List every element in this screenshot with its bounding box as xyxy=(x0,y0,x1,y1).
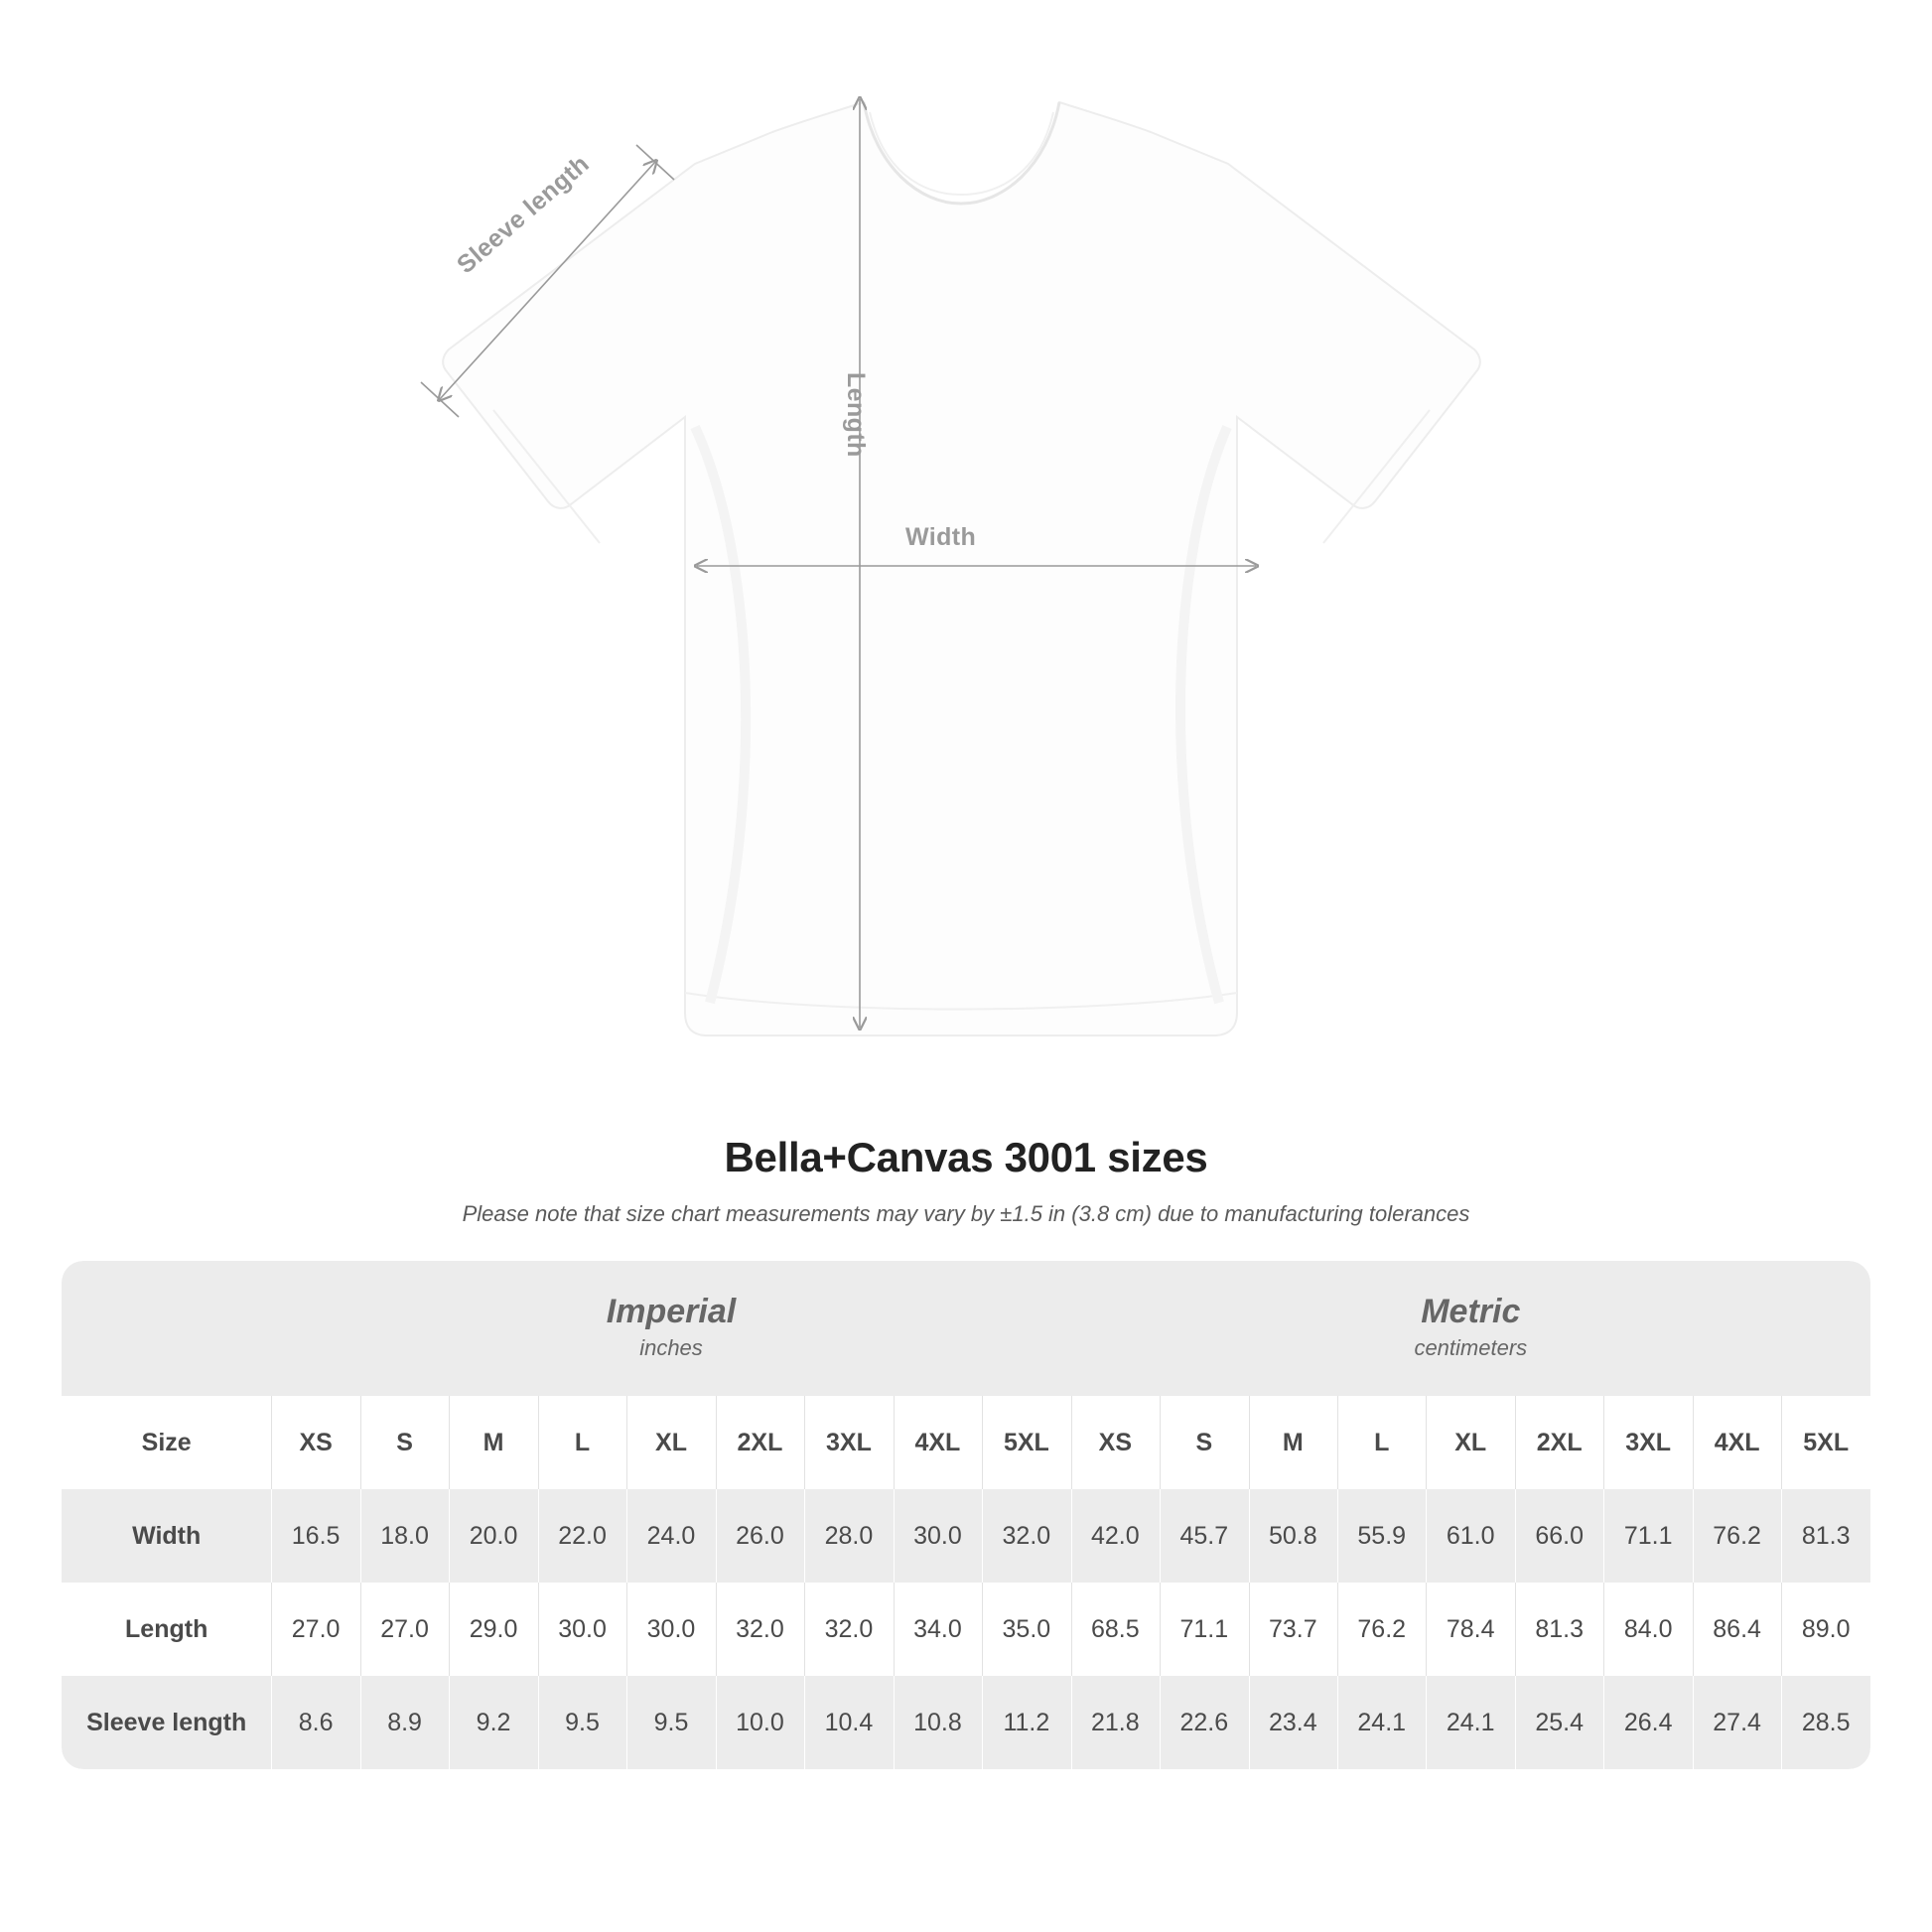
cell-length-metric-2xl: 81.3 xyxy=(1515,1583,1603,1676)
column-header-metric-5xl: 5XL xyxy=(1781,1396,1870,1489)
cell-sleeve-metric-xl: 24.1 xyxy=(1426,1676,1514,1769)
unit-header-blank xyxy=(62,1261,271,1396)
cell-sleeve-imperial-l: 9.5 xyxy=(538,1676,626,1769)
table-row xyxy=(62,1676,1870,1769)
cell-width-imperial-5xl: 32.0 xyxy=(982,1489,1070,1583)
cell-length-metric-4xl: 86.4 xyxy=(1693,1583,1781,1676)
cell-sleeve-imperial-xl: 9.5 xyxy=(626,1676,715,1769)
cell-length-metric-3xl: 84.0 xyxy=(1603,1583,1692,1676)
cell-width-imperial-l: 22.0 xyxy=(538,1489,626,1583)
unit-imperial-sub: inches xyxy=(639,1335,703,1361)
cell-width-metric-s: 45.7 xyxy=(1160,1489,1248,1583)
cell-length-metric-xs: 68.5 xyxy=(1071,1583,1160,1676)
column-header-imperial-3xl: 3XL xyxy=(804,1396,893,1489)
column-header-metric-2xl: 2XL xyxy=(1515,1396,1603,1489)
cell-sleeve-imperial-2xl: 10.0 xyxy=(716,1676,804,1769)
column-header-imperial-5xl: 5XL xyxy=(982,1396,1070,1489)
row-label-sleeve-length: Sleeve length xyxy=(62,1676,271,1769)
column-header-imperial-l: L xyxy=(538,1396,626,1489)
tshirt-shape xyxy=(443,102,1480,1035)
unit-header-metric xyxy=(1071,1261,1870,1396)
cell-sleeve-imperial-4xl: 10.8 xyxy=(894,1676,982,1769)
unit-metric-sub: centimeters xyxy=(1414,1335,1528,1361)
cell-length-imperial-m: 29.0 xyxy=(449,1583,537,1676)
cell-width-imperial-xl: 24.0 xyxy=(626,1489,715,1583)
cell-sleeve-metric-4xl: 27.4 xyxy=(1693,1676,1781,1769)
column-header-imperial-s: S xyxy=(360,1396,449,1489)
unit-header-row xyxy=(62,1261,1870,1396)
cell-width-imperial-xs: 16.5 xyxy=(271,1489,359,1583)
column-header-imperial-4xl: 4XL xyxy=(894,1396,982,1489)
cell-length-imperial-4xl: 34.0 xyxy=(894,1583,982,1676)
cell-width-metric-5xl: 81.3 xyxy=(1781,1489,1870,1583)
unit-metric-title: Metric xyxy=(1421,1292,1521,1330)
column-header-imperial-m: M xyxy=(449,1396,537,1489)
size-header-row xyxy=(62,1396,1870,1489)
cell-length-metric-s: 71.1 xyxy=(1160,1583,1248,1676)
tolerance-note: Please note that size chart measurements may vary by ±1.5 in (3.8 cm) due to manufacturing tolerances xyxy=(462,1201,1470,1226)
cell-length-metric-xl: 78.4 xyxy=(1426,1583,1514,1676)
column-header-metric-m: M xyxy=(1249,1396,1337,1489)
column-header-metric-3xl: 3XL xyxy=(1603,1396,1692,1489)
column-header-metric-4xl: 4XL xyxy=(1693,1396,1781,1489)
size-table-container xyxy=(62,1261,1870,1769)
table-row xyxy=(62,1489,1870,1583)
length-label: Length xyxy=(842,372,870,458)
cell-width-imperial-s: 18.0 xyxy=(360,1489,449,1583)
table-row xyxy=(62,1583,1870,1676)
cell-length-imperial-5xl: 35.0 xyxy=(982,1583,1070,1676)
column-header-size: Size xyxy=(62,1396,271,1489)
sleeve-length-label: Sleeve length xyxy=(452,149,595,280)
cell-sleeve-imperial-s: 8.9 xyxy=(360,1676,449,1769)
cell-sleeve-metric-m: 23.4 xyxy=(1249,1676,1337,1769)
cell-sleeve-metric-3xl: 26.4 xyxy=(1603,1676,1692,1769)
column-header-metric-s: S xyxy=(1160,1396,1248,1489)
cell-length-imperial-l: 30.0 xyxy=(538,1583,626,1676)
cell-sleeve-metric-l: 24.1 xyxy=(1337,1676,1426,1769)
row-label-length: Length xyxy=(62,1583,271,1676)
cell-sleeve-imperial-m: 9.2 xyxy=(449,1676,537,1769)
unit-imperial-title: Imperial xyxy=(606,1292,737,1330)
column-header-metric-xs: XS xyxy=(1071,1396,1160,1489)
column-header-imperial-xl: XL xyxy=(626,1396,715,1489)
width-label: Width xyxy=(905,523,977,551)
column-header-imperial-xs: XS xyxy=(271,1396,359,1489)
cell-sleeve-metric-2xl: 25.4 xyxy=(1515,1676,1603,1769)
cell-sleeve-imperial-3xl: 10.4 xyxy=(804,1676,893,1769)
title-block xyxy=(0,1134,1932,1227)
cell-width-metric-l: 55.9 xyxy=(1337,1489,1426,1583)
cell-width-metric-xl: 61.0 xyxy=(1426,1489,1514,1583)
cell-length-imperial-xl: 30.0 xyxy=(626,1583,715,1676)
cell-sleeve-imperial-xs: 8.6 xyxy=(271,1676,359,1769)
cell-sleeve-metric-5xl: 28.5 xyxy=(1781,1676,1870,1769)
column-header-metric-l: L xyxy=(1337,1396,1426,1489)
cell-width-metric-4xl: 76.2 xyxy=(1693,1489,1781,1583)
page-title: Bella+Canvas 3001 sizes xyxy=(724,1134,1208,1180)
cell-sleeve-metric-xs: 21.8 xyxy=(1071,1676,1160,1769)
cell-length-metric-m: 73.7 xyxy=(1249,1583,1337,1676)
cell-sleeve-imperial-5xl: 11.2 xyxy=(982,1676,1070,1769)
cell-length-imperial-xs: 27.0 xyxy=(271,1583,359,1676)
cell-width-metric-2xl: 66.0 xyxy=(1515,1489,1603,1583)
cell-width-imperial-2xl: 26.0 xyxy=(716,1489,804,1583)
unit-header-imperial xyxy=(271,1261,1070,1396)
row-label-width: Width xyxy=(62,1489,271,1583)
column-header-metric-xl: XL xyxy=(1426,1396,1514,1489)
cell-width-metric-xs: 42.0 xyxy=(1071,1489,1160,1583)
cell-width-imperial-3xl: 28.0 xyxy=(804,1489,893,1583)
cell-length-metric-l: 76.2 xyxy=(1337,1583,1426,1676)
cell-length-imperial-2xl: 32.0 xyxy=(716,1583,804,1676)
cell-width-imperial-4xl: 30.0 xyxy=(894,1489,982,1583)
size-table xyxy=(62,1261,1870,1769)
cell-length-imperial-3xl: 32.0 xyxy=(804,1583,893,1676)
cell-length-metric-5xl: 89.0 xyxy=(1781,1583,1870,1676)
column-header-imperial-2xl: 2XL xyxy=(716,1396,804,1489)
cell-width-imperial-m: 20.0 xyxy=(449,1489,537,1583)
cell-width-metric-3xl: 71.1 xyxy=(1603,1489,1692,1583)
cell-sleeve-metric-s: 22.6 xyxy=(1160,1676,1248,1769)
cell-width-metric-m: 50.8 xyxy=(1249,1489,1337,1583)
cell-length-imperial-s: 27.0 xyxy=(360,1583,449,1676)
